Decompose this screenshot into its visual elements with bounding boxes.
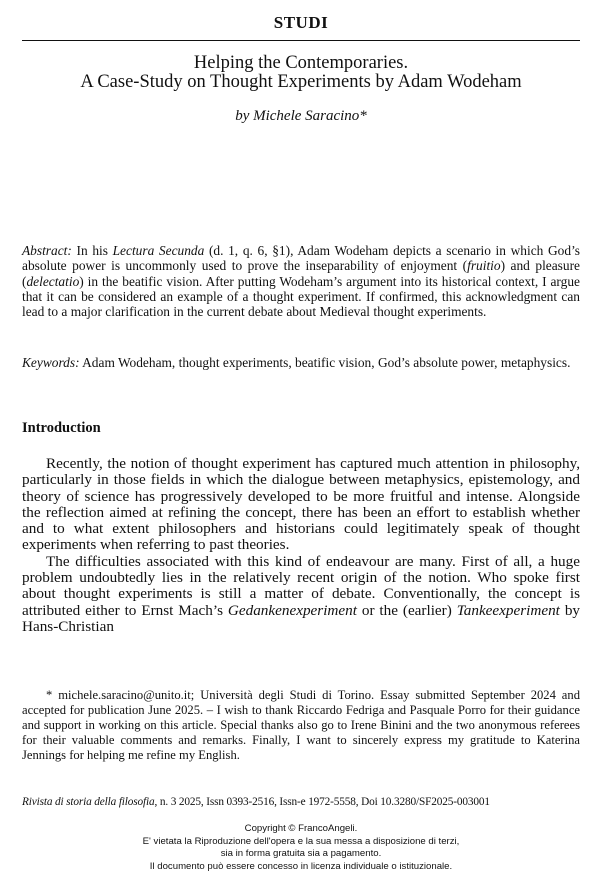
journal-citation	[22, 796, 580, 808]
footnote	[22, 688, 580, 763]
journal-name: Rivista di storia della filosofia	[22, 796, 155, 808]
abstract	[22, 243, 580, 319]
introduction-heading: Introduction	[22, 420, 101, 436]
title-line-1: Helping the Contemporaries.	[193, 53, 409, 73]
abstract-italic-2: fruitio	[467, 258, 501, 274]
header-rule	[22, 40, 580, 41]
keywords-label: Keywords:	[22, 355, 80, 370]
paragraph-2	[22, 554, 580, 635]
section-label: STUDI	[273, 13, 329, 32]
paragraph-2-text-2: or the (earlier)	[356, 601, 457, 619]
copyright-notice	[22, 823, 580, 873]
copyright-line-2: E' vietata la Riproduzione dell'opera e la sua messa a disposizione di terzi,	[142, 835, 460, 847]
author-byline: by Michele Saracino*	[235, 108, 367, 124]
abstract-text-1: In his	[71, 243, 113, 258]
abstract-label: Abstract:	[22, 243, 72, 258]
abstract-italic-3: delectatio	[26, 273, 80, 289]
title-line-2: A Case-Study on Thought Experiments by Adam Wodeham	[80, 72, 522, 92]
copyright-line-3: sia in forma gratuita sia a pagamento.	[220, 848, 382, 860]
abstract-text-2: (d. 1, q. 6, §1), Adam Wodeham depicts a scenario in which God’s absolute power is uncommonly used to prove the inseparability of enjoyment (	[22, 243, 580, 274]
abstract-text-4: ) in the beatific vision. After putting Wodeham’s argument into its historical context, I argue that it can be considered an example of a thought experiment. If confirmed, this acknowledgment can lead to a major clarification in the current debate about Medieval thought experiments.	[22, 273, 580, 320]
abstract-text-3: ) and pleasure (	[22, 258, 580, 289]
paragraph-2-italic-2: Tankeexperiment	[456, 601, 560, 619]
footnote-text: * michele.saracino@unito.it; Università degli Studi di Torino. Essay submitted September 2024 and accepted for publication June 2025. – I wish to thank Riccardo Fedriga and Pasquale Porro for their guidance and support in working on this article. Special thanks also go to Irene Binini and the two anonymous referees for their valuable comments and remarks. Finally, I want to sincerely express my gratitude to Katerina Jennings for helping me refine my English.	[22, 688, 580, 762]
paragraph-2-text-3: by Hans-Christian	[22, 601, 581, 635]
abstract-italic-1: Lectura Secunda	[112, 243, 205, 258]
keywords	[22, 355, 580, 370]
introduction-body	[22, 456, 580, 635]
citation-details: , n. 3 2025, Issn 0393-2516, Issn-e 1972-5558, Doi 10.3280/SF2025-003001	[154, 796, 490, 808]
paragraph-1: Recently, the notion of thought experiment has captured much attention in philosophy, particularly in those fields in which the dialogue between metaphysics, epistemology, and theory of science has progressively developed to be more fruitful and intense. Alongside the reflection aimed at refining the concept, there has been an effort to establish whether and to what extent philosophers and historians could legitimately speak of thought experiments when referring to past theories.	[22, 455, 580, 554]
copyright-line-1: Copyright © FrancoAngeli.	[244, 823, 358, 834]
copyright-line-4: Il documento può essere concesso in licenza individuale o istituzionale.	[149, 860, 453, 872]
article-title	[22, 54, 580, 92]
paragraph-2-italic-1: Gedankenexperiment	[227, 601, 357, 619]
paragraph-2-text-1: The difficulties associated with this kind of endeavour are many. First of all, a huge problem undoubtedly lies in the relatively recent origin of the notion. Who spoke first about thought experiments is still a matter of debate. Conventionally, the concept is attributed either to Ernst Mach’s	[22, 552, 580, 619]
keywords-text: Adam Wodeham, thought experiments, beatific vision, God’s absolute power, metaphysics.	[79, 355, 571, 370]
